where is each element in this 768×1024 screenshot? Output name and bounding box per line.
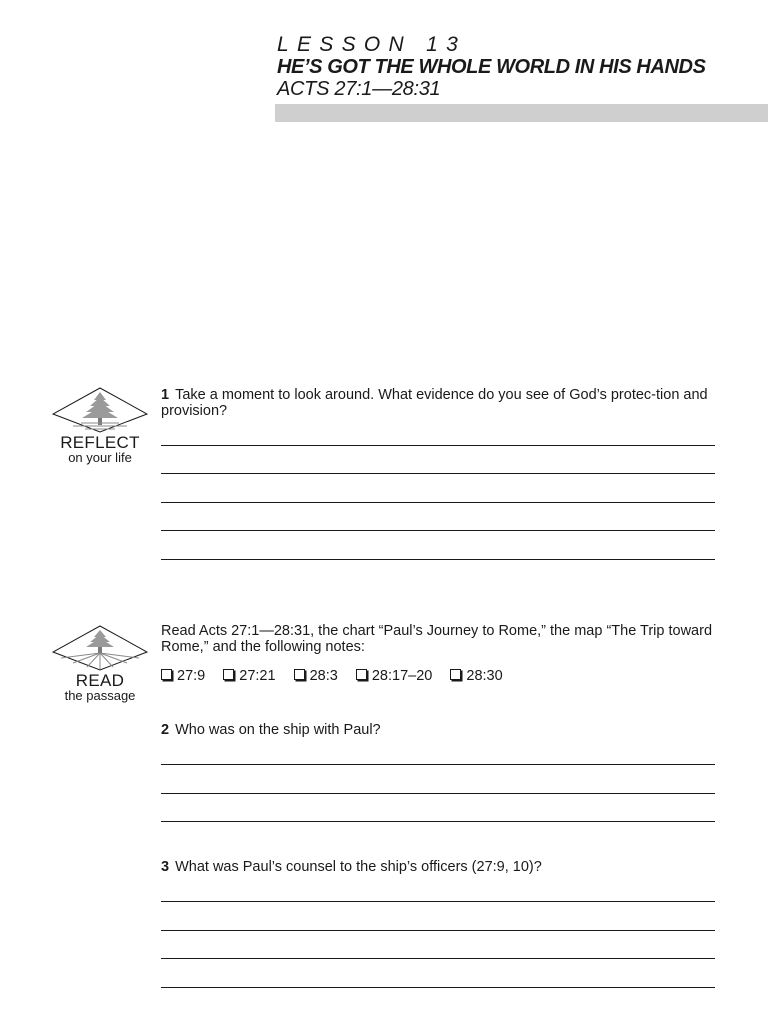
read-instructions: Read Acts 27:1—28:31, the chart “Paul’s Journey to Rome,” the map “The Trip toward Rome,” and the following notes: <box>161 623 713 655</box>
lesson-header <box>277 34 706 100</box>
answer-line[interactable] <box>161 764 715 765</box>
note-item[interactable]: 27:9 <box>161 668 205 684</box>
read-section-icon <box>50 624 150 703</box>
note-item[interactable]: 28:17–20 <box>356 668 432 684</box>
answer-line[interactable] <box>161 559 715 560</box>
question-number: 3 <box>161 859 170 875</box>
checkbox-icon[interactable] <box>450 669 461 680</box>
reflect-section-icon <box>50 386 150 465</box>
checkbox-icon[interactable] <box>294 669 305 680</box>
answer-line[interactable] <box>161 445 715 446</box>
reflect-sublabel: on your life <box>68 450 132 465</box>
answer-line[interactable] <box>161 530 715 531</box>
lesson-reference: ACTS 27:1—28:31 <box>277 78 441 100</box>
question-2 <box>161 722 721 738</box>
question-3 <box>161 859 721 875</box>
question-text: Who was on the ship with Paul? <box>175 722 381 738</box>
question-number: 2 <box>161 722 170 738</box>
header-bar <box>275 104 768 122</box>
question-text: What was Paul’s counsel to the ship’s officers (27:9, 10)? <box>175 859 542 875</box>
read-sublabel: the passage <box>64 688 136 703</box>
tree-diamond-icon <box>51 386 149 434</box>
checkbox-icon[interactable] <box>161 669 172 680</box>
tree-diamond-icon <box>51 624 149 672</box>
question-number: 1 <box>161 387 170 403</box>
reflect-label: REFLECT <box>60 433 140 452</box>
answer-line[interactable] <box>161 930 715 931</box>
checkbox-icon[interactable] <box>356 669 367 680</box>
question-text: Take a moment to look around. What evidence do you see of God’s protec-tion and provision? <box>161 387 708 419</box>
answer-line[interactable] <box>161 502 715 503</box>
answer-line[interactable] <box>161 473 715 474</box>
answer-line[interactable] <box>161 793 715 794</box>
note-item[interactable]: 27:21 <box>223 668 275 684</box>
question-1 <box>161 387 721 419</box>
checkbox-icon[interactable] <box>223 669 234 680</box>
answer-line[interactable] <box>161 958 715 959</box>
lesson-number: LESSON 13 <box>277 33 467 56</box>
note-item[interactable]: 28:30 <box>450 668 502 684</box>
note-item[interactable]: 28:3 <box>294 668 338 684</box>
answer-line[interactable] <box>161 901 715 902</box>
answer-line[interactable] <box>161 987 715 988</box>
notes-list <box>161 668 517 684</box>
answer-line[interactable] <box>161 821 715 822</box>
lesson-title: HE’S GOT THE WHOLE WORLD IN HIS HANDS <box>277 56 706 78</box>
read-label: READ <box>75 671 125 690</box>
